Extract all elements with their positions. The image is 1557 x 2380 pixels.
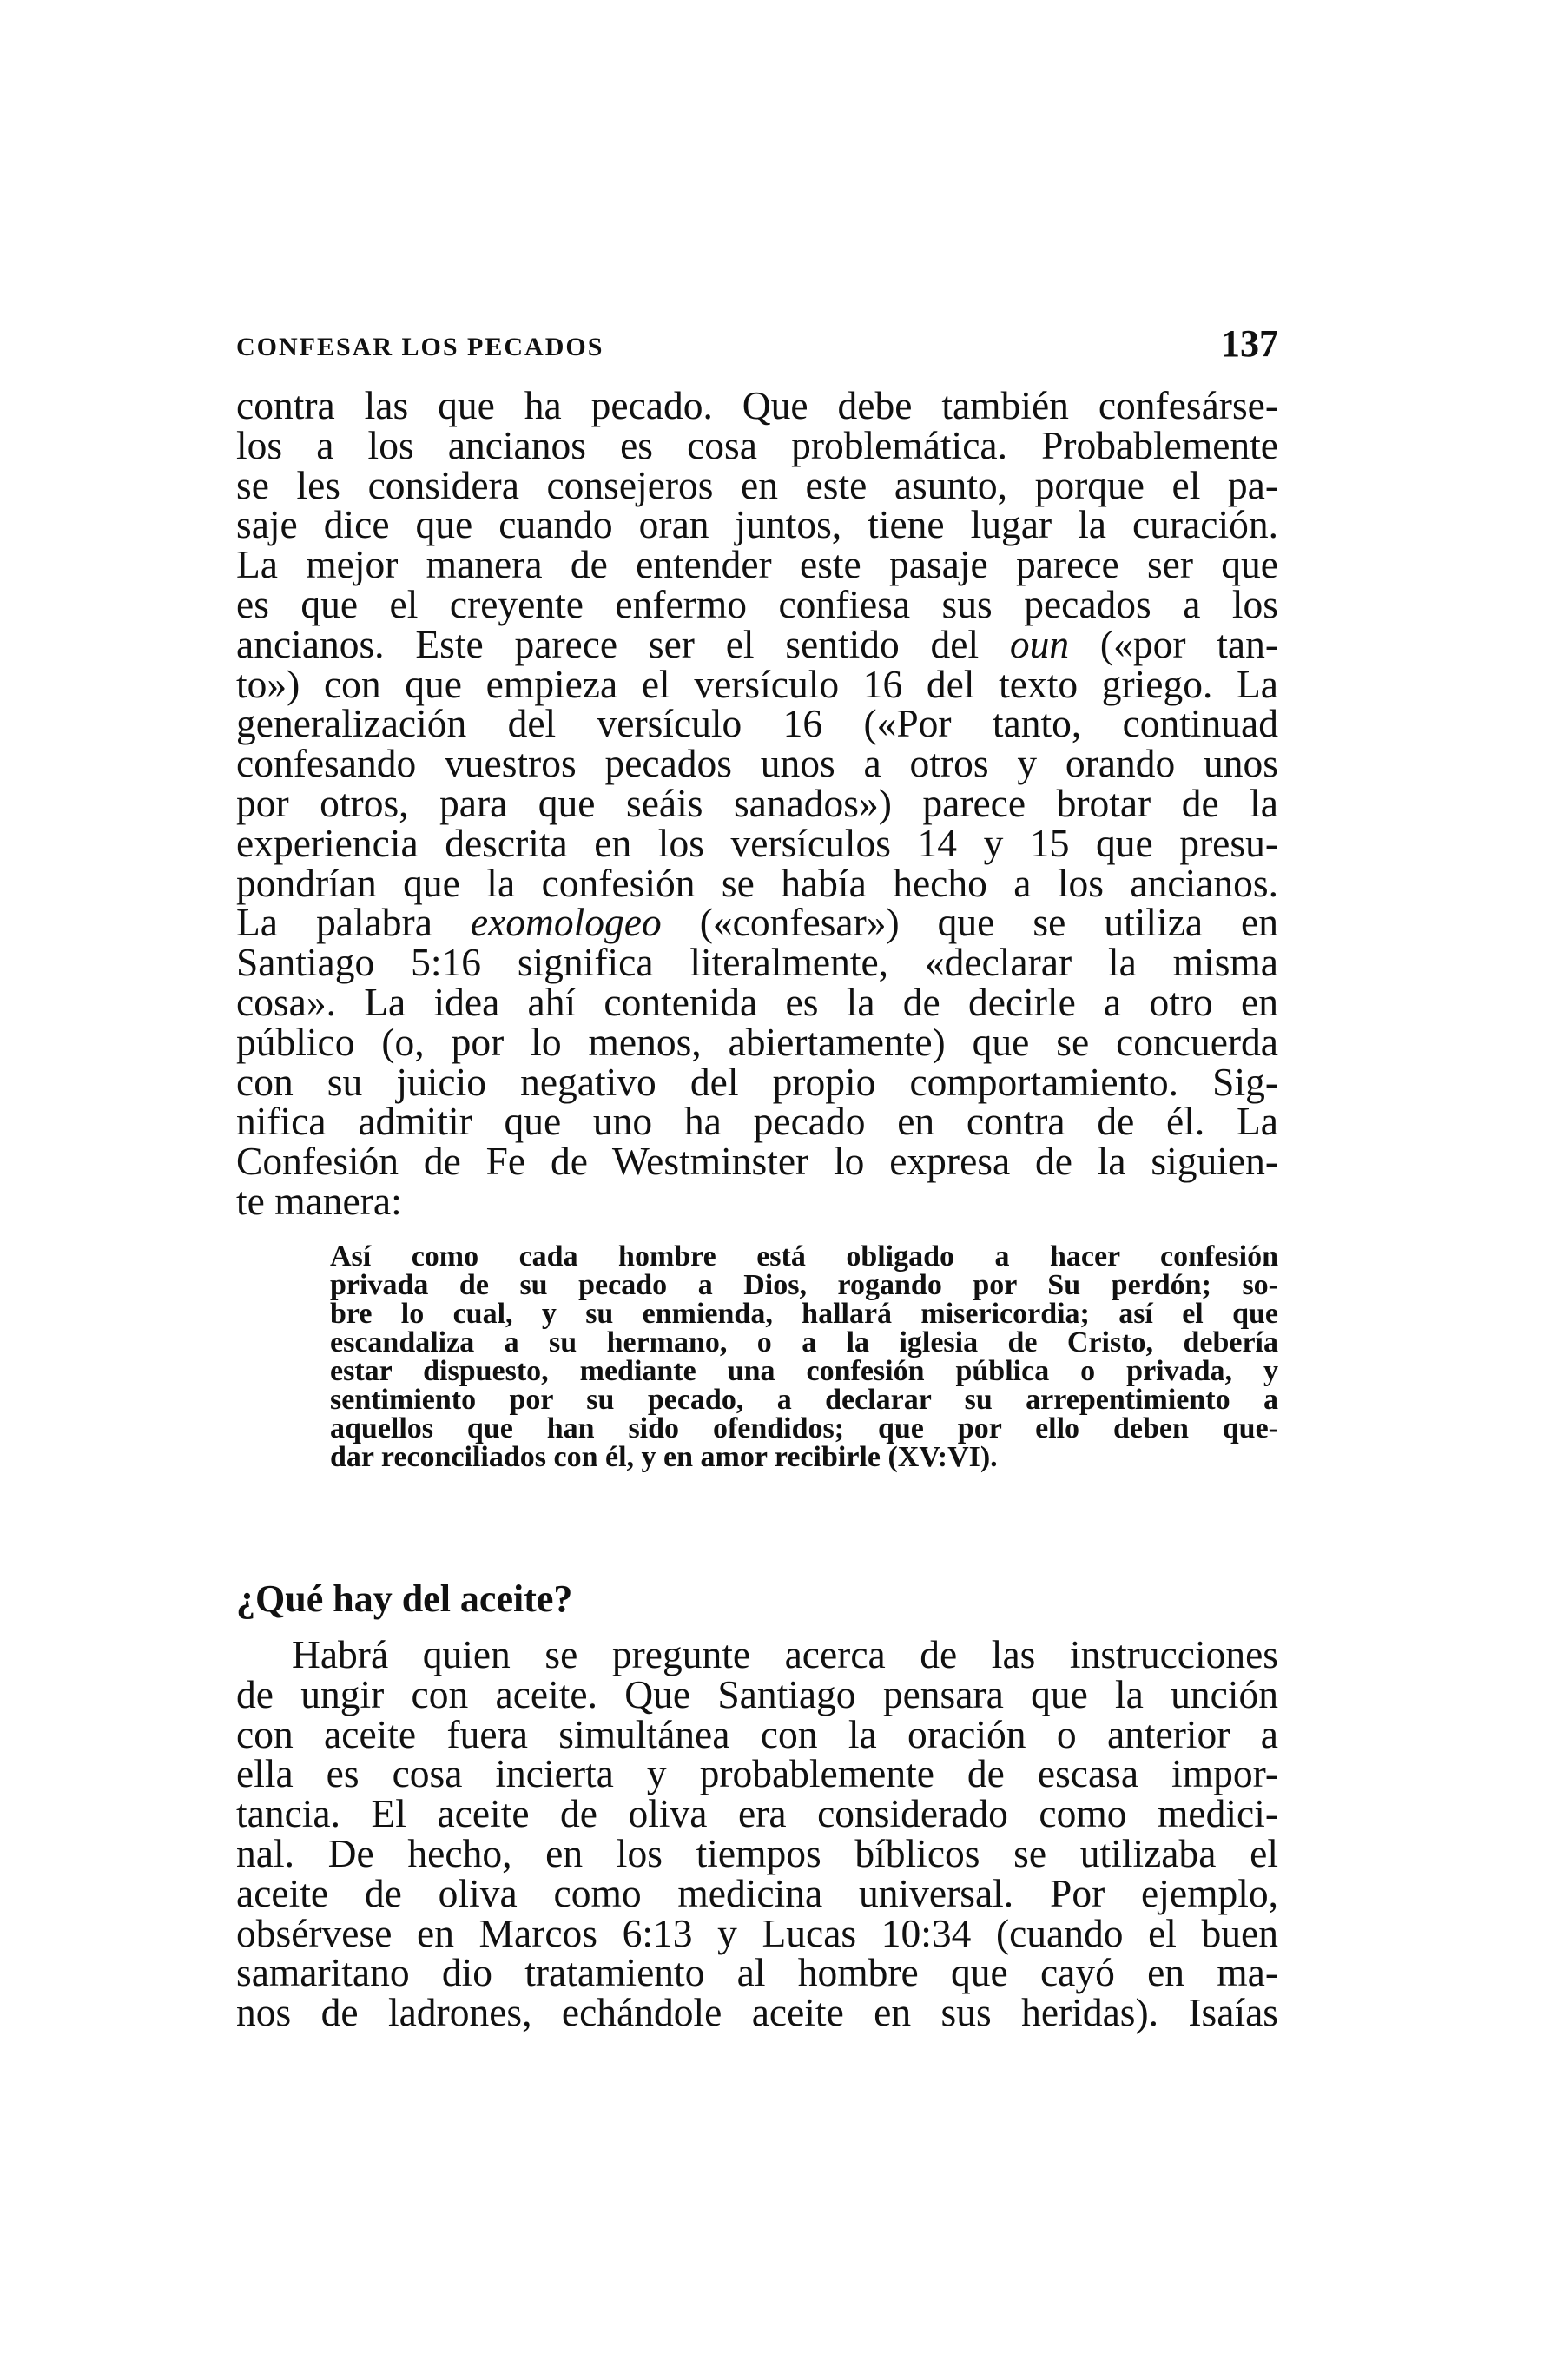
text-line: te manera: bbox=[236, 1178, 402, 1223]
text-line: Santiago 5:16 significa literalmente, «declarar la misma bbox=[236, 940, 1278, 985]
text-line: nifica admitir que uno ha pecado en contra de él. La bbox=[236, 1099, 1278, 1144]
quote-line: bre lo cual, y su enmienda, hallará misericordia; así el que bbox=[330, 1298, 1278, 1330]
text-line: pondrían que la confesión se había hecho a los ancianos. bbox=[236, 860, 1278, 905]
quote-line: aquellos que han sido ofendidos; que por ello deben que- bbox=[330, 1412, 1278, 1445]
text-line: Habrá quien se pregunte acerca de las instrucciones bbox=[292, 1632, 1278, 1676]
text-line: cosa». La idea ahí contenida es la de decirle a otro en bbox=[236, 979, 1278, 1024]
italic-term: exomologeo bbox=[470, 900, 662, 945]
westminster-quote bbox=[330, 1242, 1278, 1471]
quote-line: estar dispuesto, mediante una confesión pública o privada, y bbox=[330, 1355, 1278, 1387]
text-line: samaritano dio tratamiento al hombre que cayó en ma- bbox=[236, 1950, 1278, 1995]
text-line: Confesión de Fe de Westminster lo expresa de la siguien- bbox=[236, 1139, 1278, 1184]
text-line: público (o, por lo menos, abiertamente) que se concuerda bbox=[236, 1019, 1278, 1064]
text-line: nal. De hecho, en los tiempos bíblicos se utilizaba el bbox=[236, 1830, 1278, 1875]
text-line: se les considera consejeros en este asunto, porque el pa- bbox=[236, 462, 1278, 507]
text-line: La palabra exomologeo («confesar») que se utiliza en bbox=[236, 900, 1278, 945]
text-line: confesando vuestros pecados unos a otros y orando unos bbox=[236, 741, 1278, 786]
section-heading: ¿Qué hay del aceite? bbox=[236, 1577, 573, 1620]
running-head bbox=[236, 317, 1278, 369]
text-line: La mejor manera de entender este pasaje parece ser que bbox=[236, 542, 1278, 587]
text-line: experiencia descrita en los versículos 14 y 15 que presu- bbox=[236, 820, 1278, 865]
text-line: aceite de oliva como medicina universal. Por ejemplo, bbox=[236, 1870, 1278, 1915]
quote-line: privada de su pecado a Dios, rogando por Su perdón; so- bbox=[330, 1269, 1278, 1301]
text-line: to») con que empieza el versículo 16 del texto griego. La bbox=[236, 661, 1278, 706]
text-line: con aceite fuera simultánea con la oración o anterior a bbox=[236, 1711, 1278, 1756]
quote-line: sentimiento por su pecado, a declarar su arrepentimiento a bbox=[330, 1384, 1278, 1416]
paragraph-oil bbox=[236, 1632, 1278, 2035]
text-line: con su juicio negativo del propio comportamiento. Sig- bbox=[236, 1059, 1278, 1104]
page-number: 137 bbox=[1221, 322, 1278, 365]
running-title: CONFESAR LOS PECADOS bbox=[236, 333, 604, 361]
text-line: generalización del versículo 16 («Por tanto, continuad bbox=[236, 701, 1278, 746]
text-line: por otros, para que seáis sanados») parece brotar de la bbox=[236, 780, 1278, 825]
text-line: ella es cosa incierta y probablemente de escasa impor- bbox=[236, 1751, 1278, 1796]
text-line: de ungir con aceite. Que Santiago pensara que la unción bbox=[236, 1671, 1278, 1716]
text-line: los a los ancianos es cosa problemática. Probablemente bbox=[236, 422, 1278, 467]
text-line: obsérvese en Marcos 6:13 y Lucas 10:34 (cuando el buen bbox=[236, 1910, 1278, 1955]
quote-line: Así como cada hombre está obligado a hacer confesión bbox=[330, 1240, 1278, 1273]
text-line: saje dice que cuando oran juntos, tiene lugar la curación. bbox=[236, 502, 1278, 547]
quote-line: dar reconciliados con él, y en amor recibirle (XV:VI). bbox=[330, 1441, 998, 1473]
paragraph-confession bbox=[236, 383, 1278, 1223]
text-line: es que el creyente enfermo confiesa sus pecados a los bbox=[236, 581, 1278, 626]
text-line: nos de ladrones, echándole aceite en sus heridas). Isaías bbox=[236, 1990, 1278, 2035]
quote-line: escandaliza a su hermano, o a la iglesia de Cristo, debería bbox=[330, 1326, 1278, 1359]
italic-term: oun bbox=[1009, 621, 1070, 666]
text-line: ancianos. Este parece ser el sentido del oun («por tan- bbox=[236, 621, 1278, 666]
text-line: contra las que ha pecado. Que debe también confesárse- bbox=[236, 383, 1278, 427]
text-line: tancia. El aceite de oliva era considerado como medici- bbox=[236, 1791, 1278, 1836]
